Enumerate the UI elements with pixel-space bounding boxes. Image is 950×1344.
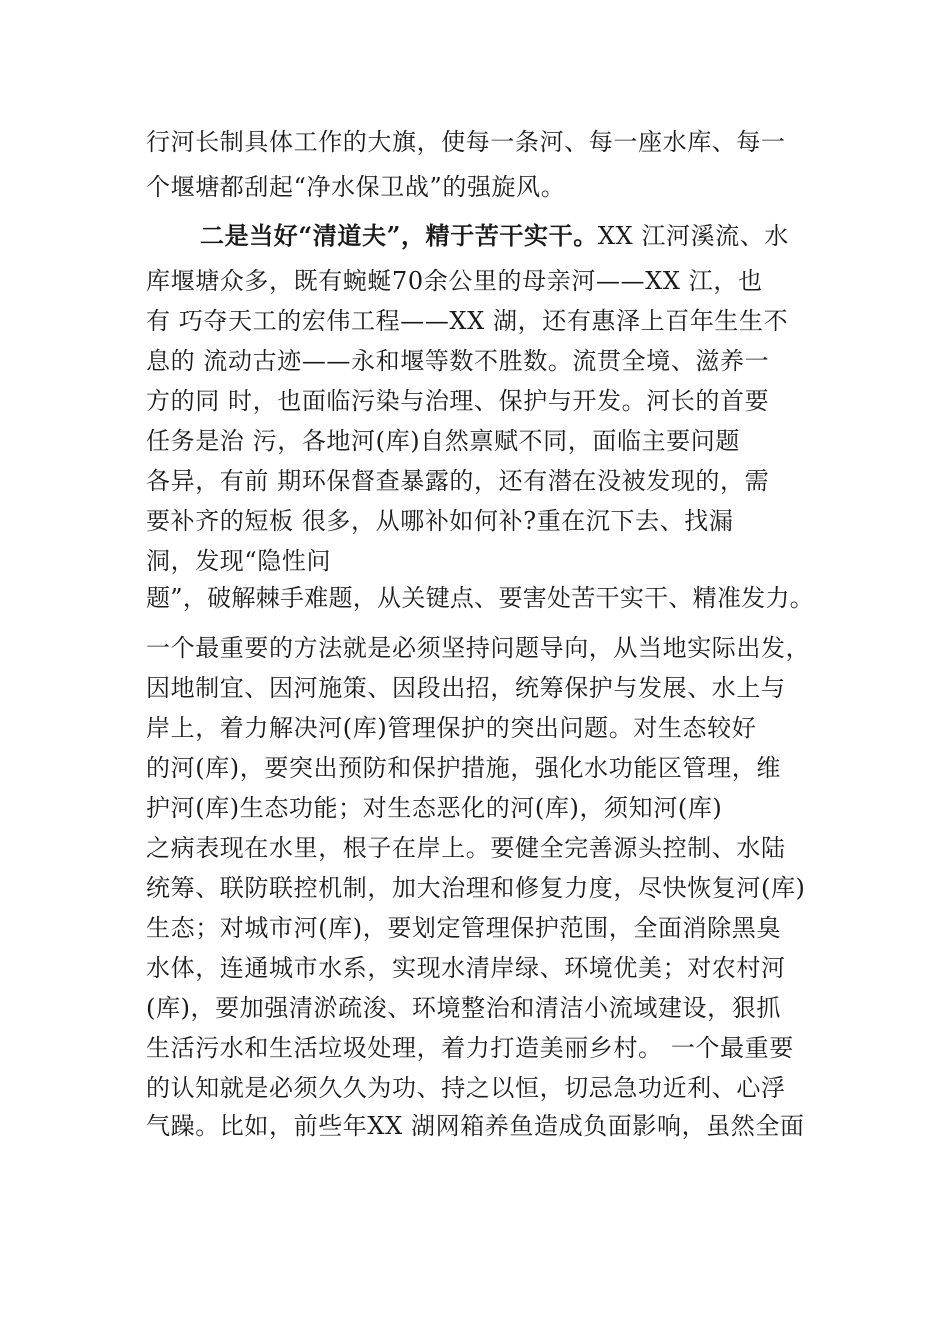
text-line: 息的 流动古迹——永和堰等数不胜数。流贯全境、滋养一 [146,347,770,375]
text-line: 生态；对城市河(库)，要划定管理保护范围，全面消除黑臭 [146,914,781,942]
text-line: (库)，要加强清淤疏浚、环境整治和清洁小流域建设，狠抓 [146,994,781,1022]
text-line: 方的同 时，也面临污染与治理、保护与开发。河长的首要 [146,387,770,415]
text-line: 统筹、联防联控机制，加大治理和修复力度，尽快恢复河(库) [146,874,806,902]
text-line: 要补齐的短板 很多，从哪补如何补?重在沉下去、找漏 [146,507,734,535]
text-run: XX 江河溪流、水 [597,222,790,250]
text-line: 气躁。比如，前些年XX 湖网箱养鱼造成负面影响，虽然全面 [146,1112,805,1140]
text-line: 库堰塘众多，既有蜿蜒70余公里的母亲河——XX 江，也 [146,267,763,295]
paragraph-heading-line [200,221,814,251]
text-line: 行河长制具体工作的大旗，使每一条河、每一座水库、每一 [146,128,786,156]
text-line: 的河(库)，要突出预防和保护措施，强化水功能区管理，维 [146,754,781,782]
text-line: 一个最重要的方法就是必须坚持问题导向，从当地实际出发， [146,634,811,662]
text-line: 的认知就是必须久久为功、持之以恒，切忌急功近利、心浮 [146,1074,786,1102]
text-line: 因地制宜、因河施策、因段出招，统筹保护与发展、水上与 [146,674,786,702]
text-line: 个堰塘都刮起“净水保卫战”的强旋风。 [146,173,566,201]
text-line: 水体，连通城市水系，实现水清岸绿、环境优美；对农村河 [146,954,786,982]
text-line: 题”，破解棘手难题，从关键点、要害处苦干实干、精准发力。 [146,584,815,612]
text-line: 洞，发现“隐性问 [146,547,332,575]
text-line: 各异，有前 期环保督查暴露的，还有潜在没被发现的，需 [146,467,770,495]
text-line: 护河(库)生态功能；对生态恶化的河(库)，须知河(库) [146,794,723,822]
text-line: 岸上，着力解决河(库)管理保护的突出问题。对生态较好 [146,714,757,742]
text-line: 之病表现在水里，根子在岸上。要健全完善源头控制、水陆 [146,834,786,862]
text-line: 生活污水和生活垃圾处理，着力打造美丽乡村。 一个最重要 [146,1034,794,1062]
paragraph-heading: 二是当好“清道夫”，精于苦干实干。 [200,221,598,250]
text-line: 任务是治 污，各地河(库)自然禀赋不同，面临主要问题 [146,427,740,455]
text-line: 有 巧夺天工的宏伟工程——XX 湖，还有惠泽上百年生生不 [146,307,789,335]
